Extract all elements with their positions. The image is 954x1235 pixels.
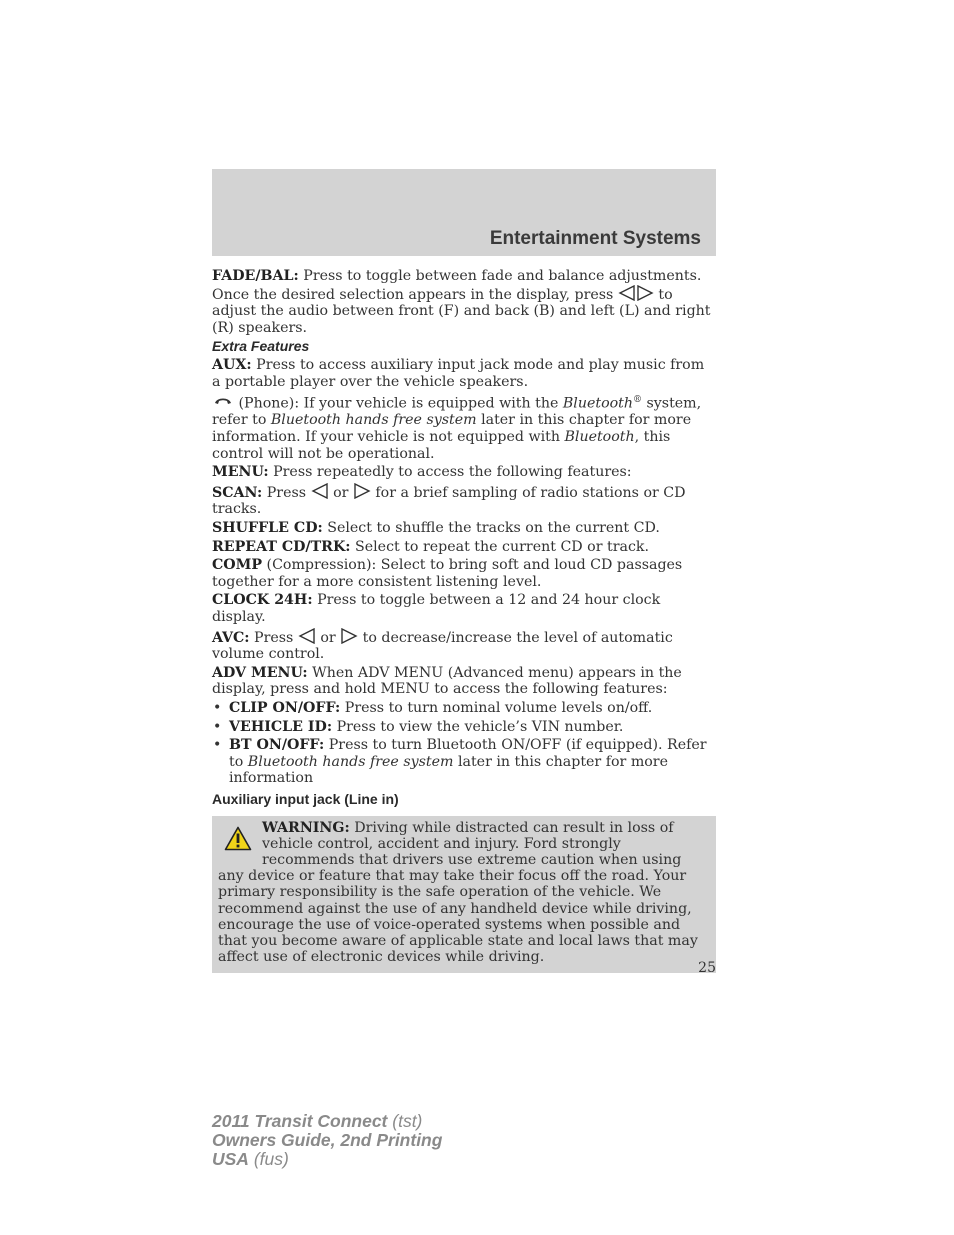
- clock-label: CLOCK 24H:: [212, 592, 313, 609]
- avc-paragraph: [212, 628, 716, 663]
- repeat-paragraph: [212, 539, 716, 556]
- section-title: Entertainment Systems: [489, 228, 701, 249]
- fade-bal-text-2: to adjust the audio between front (F) and back (B) and left (L) and right (R) speakers.: [212, 286, 711, 336]
- bluetooth-italic-2: Bluetooth: [564, 429, 635, 446]
- footer-line-3: [212, 1150, 442, 1169]
- warning-triangle-icon: [224, 826, 252, 855]
- aux-paragraph: [212, 357, 716, 390]
- repeat-label: REPEAT CD/TRK:: [212, 538, 351, 555]
- bluetooth-hands-free-ref: Bluetooth hands free system: [270, 412, 477, 429]
- shuffle-text: Select to shuffle the tracks on the current CD.: [322, 520, 660, 537]
- phone-text-2: system, refer to: [212, 395, 702, 429]
- clock-text: Press to toggle between a 12 and 24 hour clock display.: [212, 592, 661, 626]
- clip-label: CLIP ON/OFF:: [229, 699, 341, 716]
- comp-paragraph: [212, 557, 716, 590]
- comp-text: (Compression): Select to bring soft and loud CD passages together for a more consistent listening level.: [212, 557, 683, 590]
- clock-paragraph: [212, 592, 716, 625]
- arrow-right-icon: [636, 285, 654, 301]
- clip-text: Press to turn nominal volume levels on/off.: [340, 699, 653, 716]
- avc-text-2: to decrease/increase the level of automatic volume control.: [212, 629, 673, 663]
- aux-text: Press to access auxiliary input jack mode and play music from a portable player over the vehicle speakers.: [212, 356, 705, 390]
- shuffle-label: SHUFFLE CD:: [212, 520, 323, 537]
- aux-jack-heading: Auxiliary input jack (Line in): [212, 790, 399, 807]
- arrow-right-icon: [340, 628, 358, 644]
- phone-text-3: later in this chapter for more information. If your vehicle is not equipped with: [212, 412, 692, 446]
- fade-bal-text: Press to toggle between fade and balance adjustments. Once the desired selection appears in the display, press: [212, 268, 702, 303]
- scan-label: SCAN:: [212, 484, 263, 501]
- warning-text: Driving while distracted can result in loss of vehicle control, accident and injury. Ford strongly recommends that drivers use extreme caution when using any device or feature that may take their focus off the road. Your primary responsibility is the safe operation of the vehicle. We recommend against the use of any handheld device while driving, encourage the use of voice-operated systems when possible and that you become aware of applicable state and local laws that may affect use of electronic devices while driving.: [218, 819, 698, 966]
- bullet-dot: •: [213, 737, 222, 754]
- menu-label: MENU:: [212, 464, 269, 481]
- menu-text: Press repeatedly to access the following features:: [268, 464, 632, 481]
- vehicle-id-text: Press to view the vehicle’s VIN number.: [332, 718, 624, 735]
- bt-text-2: later in this chapter for more information: [229, 753, 668, 787]
- bt-text-1: Press to turn Bluetooth ON/OFF (if equipped). Refer to: [229, 737, 707, 770]
- arrow-left-icon: [311, 483, 329, 499]
- bt-ref: Bluetooth hands free system: [247, 753, 454, 770]
- menu-paragraph: [212, 464, 716, 481]
- bt-label: BT ON/OFF:: [229, 737, 325, 754]
- adv-menu-label: ADV MENU:: [212, 664, 308, 681]
- comp-label: COMP: [212, 557, 263, 574]
- phone-text-4: , this control will not be operational.: [212, 429, 671, 462]
- bluetooth-italic: Bluetooth: [562, 395, 633, 412]
- footer-market-code: (fus): [248, 1149, 289, 1169]
- scan-text-2: for a brief sampling of radio stations or CD tracks.: [212, 484, 686, 518]
- avc-text-1: Press: [249, 629, 298, 646]
- list-item: [212, 737, 716, 787]
- avc-label: AVC:: [212, 629, 250, 646]
- arrow-left-icon: [618, 285, 636, 301]
- arrow-right-icon: [353, 483, 371, 499]
- footer-line-2: Owners Guide, 2nd Printing: [212, 1130, 443, 1150]
- warning-box: [212, 816, 716, 974]
- list-item: [212, 719, 716, 736]
- vehicle-id-label: VEHICLE ID:: [229, 718, 333, 735]
- repeat-text: Select to repeat the current CD or track.: [350, 538, 650, 555]
- page-content: [212, 268, 716, 973]
- footer-model: 2011 Transit Connect: [212, 1111, 388, 1131]
- adv-menu-paragraph: [212, 665, 716, 698]
- adv-menu-list: [212, 700, 716, 787]
- phone-icon: [212, 394, 234, 411]
- bullet-dot: •: [213, 718, 222, 735]
- phone-text-1: (Phone): If your vehicle is equipped with the: [234, 395, 563, 412]
- list-item: [212, 700, 716, 717]
- scan-text-1: Press: [262, 484, 311, 501]
- section-header-band: [212, 169, 716, 256]
- warning-label: WARNING:: [262, 819, 350, 836]
- fade-bal-paragraph: [212, 268, 716, 336]
- arrow-left-icon: [298, 628, 316, 644]
- shuffle-paragraph: [212, 520, 716, 537]
- bullet-dot: •: [213, 699, 222, 716]
- phone-paragraph: [212, 392, 716, 462]
- aux-label: AUX:: [212, 356, 252, 373]
- footer-market: USA: [212, 1149, 249, 1169]
- extra-features-heading: Extra Features: [212, 338, 310, 355]
- scan-or: or: [328, 484, 353, 501]
- page-number: 25: [698, 960, 716, 976]
- footer-line-1: [212, 1112, 442, 1131]
- registered-mark: ®: [633, 395, 642, 406]
- adv-menu-text: When ADV MENU (Advanced menu) appears in the display, press and hold MENU to access the following features:: [212, 664, 682, 698]
- footer: [212, 1112, 442, 1169]
- footer-model-code: (tst): [387, 1111, 423, 1131]
- fade-bal-label: FADE/BAL:: [212, 268, 299, 284]
- scan-paragraph: [212, 483, 716, 518]
- avc-or: or: [315, 629, 341, 646]
